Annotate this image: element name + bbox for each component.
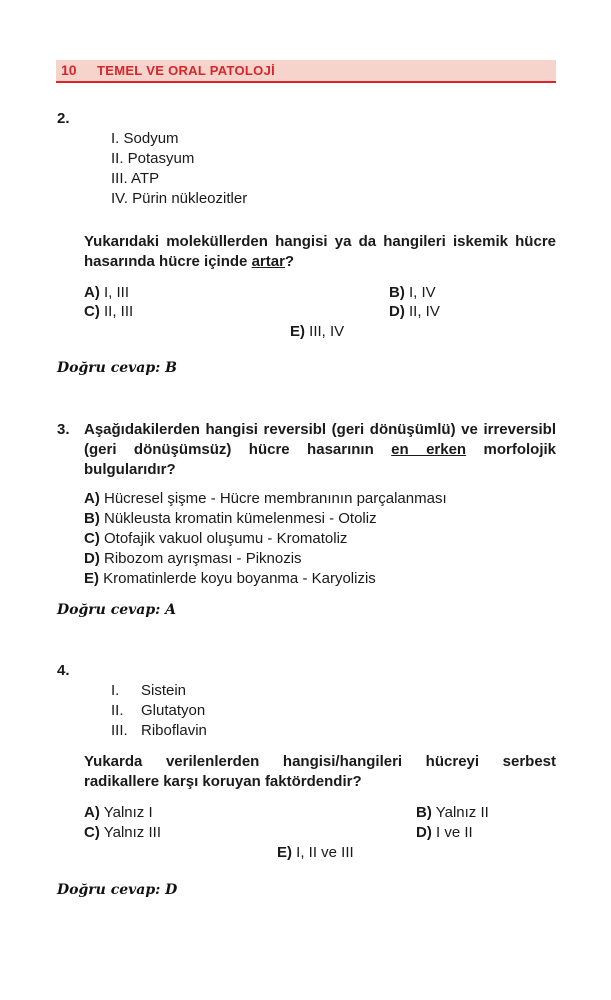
q4-item-1: I. Sistein [111,682,187,699]
q3-answer: Doğru cevap: A [57,602,177,618]
q2-option-e: E) III, IV [290,323,345,340]
q2-option-d: D) II, IV [389,303,440,320]
page-number: 10 [61,62,77,78]
book-title: TEMEL VE ORAL PATOLOJİ [97,63,276,78]
question-2-stem: Yukarıdaki moleküllerden hangisi ya da hangileri iskemik hücre hasarında hücre içinde artar? [84,233,556,270]
header-rule [56,81,556,83]
q2-option-a: A) I, III [84,284,130,301]
underlined-keyword: en erken [391,441,467,458]
underlined-keyword: artar [251,253,285,270]
q2-item-4: IV. Pürin nükleozitler [111,190,248,207]
question-3-number: 3. [57,421,70,438]
q4-option-d: D) I ve II [416,824,473,841]
q2-item-2: II. Potasyum [111,150,195,167]
q4-option-e: E) I, II ve III [277,844,354,861]
q3-option-c: C) Otofajik vakuol oluşumu - Kromatoliz [84,530,348,547]
q3-option-d: D) Ribozom ayrışması - Piknozis [84,550,302,567]
question-3-stem: Aşağıdakilerden hangisi reversibl (geri dönüşümlü) ve irreversibl (geri dönüşümsüz) hücre hasarının en erken morfolojik bulgularıdır? [84,421,557,478]
q2-item-1: I. Sodyum [111,130,179,147]
question-4-stem: Yukarda verilenlerden hangisi/hangileri hücreyi serbest radikallere karşı koruyan faktördendir? [84,753,556,790]
q3-option-e: E) Kromatinlerde koyu boyanma - Karyolizis [84,570,376,587]
q4-item-3: III. Riboflavin [111,722,207,739]
question-4-number: 4. [57,662,70,679]
q4-answer: Doğru cevap: D [57,882,178,898]
q4-item-2: II. Glutatyon [111,702,206,719]
q2-option-c: C) II, III [84,303,134,320]
q2-option-b: B) I, IV [389,284,436,301]
q3-option-b: B) Nükleusta kromatin kümelenmesi - Otoliz [84,510,377,527]
q4-option-c: C) Yalnız III [84,824,161,841]
q2-item-3: III. ATP [111,170,160,187]
q2-answer: Doğru cevap: B [57,360,177,376]
q4-option-b: B) Yalnız II [416,804,489,821]
q4-option-a: A) Yalnız I [84,804,153,821]
q3-option-a: A) Hücresel şişme - Hücre membranının parçalanması [84,490,447,507]
question-2-number: 2. [57,110,70,127]
